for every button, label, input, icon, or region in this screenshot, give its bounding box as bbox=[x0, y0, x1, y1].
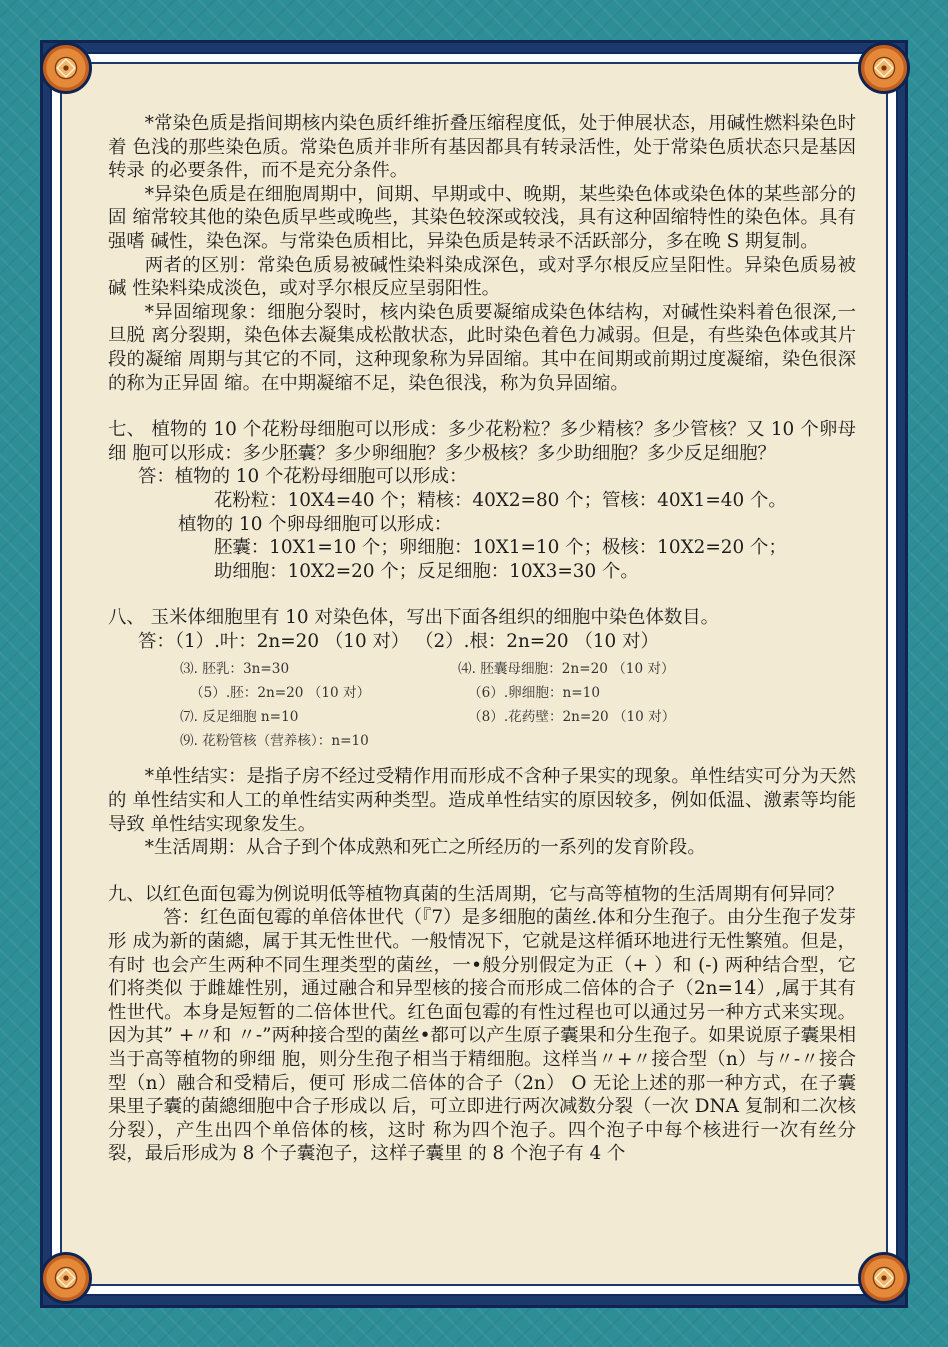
answer-7-egg-line2: 助细胞：10X2=20 个；反足细胞：10X3=30 个。 bbox=[214, 560, 639, 582]
list-item: （5）.胚：2n=20 （10 对） bbox=[190, 685, 371, 702]
corner-ornament-icon bbox=[858, 1252, 910, 1304]
answer-9: 答：红色面包霉的单倍体世代（『7）是多细胞的菌丝.体和分生孢子。由分生孢子发芽形 成为新的菌總，属于其无性世代。一般情况下，它就是这样循环地进行无性繁殖。但是，有时 也会产生两种不同生理类型的菌丝，一•般分别假定为正（+ ）和 (-) 两种结合型，它们将类似 于雌雄性别，通过融合和异型核的接合而形成二倍体的合子（2n=14）,属于其有性世代。本身是短暂的二倍体世代。红色面包霉的有性过程也可以通过另一种方式来实现。因为其” +〃和 〃-”两种接合型的菌丝•都可以产生原子囊果和分生孢子。如果说原子囊果相当于高等植物的卵细 胞，则分生孢子相当于精细胞。这样当〃+〃接合型（n）与〃-〃接合型（n）融合和受精后，便可 形成二倍体的合子（2n） O 无论上述的那一种方式，在子囊果里子囊的菌總细胞中合子形成以 后，可立即进行两次减数分裂（一次 DNA 复制和二次核分裂），产生出四个单倍体的核，这时 称为四个泡子。四个泡子中每个核进行一次有丝分裂，最后形成为 8 个子囊泡子，这样子囊里 的 8 个泡子有 4 个 bbox=[108, 907, 856, 1165]
answer-7-intro: 答：植物的 10 个花粉母细胞可以形成： bbox=[138, 466, 468, 488]
answer-7-egg-line1: 胚囊：10X1=10 个；卵细胞：10X1=10 个；极核：10X2=20 个； bbox=[214, 537, 787, 559]
answer-7-egg-intro: 植物的 10 个卵母细胞可以形成： bbox=[178, 513, 453, 535]
list-item: ⑶. 胚乳：3n=30 bbox=[180, 661, 290, 678]
answer-8-list bbox=[108, 657, 856, 753]
question-7: 七、 植物的 10 个花粉母细胞可以形成：多少花粉粒？多少精核？多少管核？又 10 个卵母细 胞可以形成：多少胚囊？多少卵细胞？多少极核？多少助细胞？多少反足细胞？ bbox=[108, 419, 856, 464]
answer-7-pollen: 花粉粒：10X4=40 个；精核：40X2=80 个；管核：40X1=40 个。 bbox=[214, 489, 787, 511]
paragraph-heterochromatin: *异染色质是在细胞周期中，间期、早期或中、晚期，某些染色体或染色体的某些部分的固 缩常较其他的染色质早些或晚些，其染色较深或较浅，具有这种固缩特性的染色体。具有强嗜 碱性，染色深。与常染色质相比，异染色质是转录不活跃部分，多在晚 S 期复制。 bbox=[108, 183, 856, 252]
list-item: （8）.花药壁：2n=20 （10 对） bbox=[468, 709, 676, 726]
list-item: ⑼. 花粉管核（营养核）：n=10 bbox=[180, 733, 369, 750]
answer-8-line: 答：（1）.叶：2n=20 （10 对） （2）.根：2n=20 （10 对） bbox=[138, 630, 659, 652]
corner-ornament-icon bbox=[858, 42, 910, 94]
paragraph-parthenocarpy: *单性结实：是指子房不经过受精作用而形成不含种子果实的现象。单性结实可分为天然的 单性结实和人工的单性结实两种类型。造成单性结实的原因较多，例如低温、激素等均能导致 单性结实现象发生。 bbox=[108, 766, 856, 835]
document-body bbox=[108, 112, 856, 1166]
corner-ornament-icon bbox=[40, 1252, 92, 1304]
paragraph-life-cycle: *生活周期：从合子到个体成熟和死亡之所经历的一系列的发育阶段。 bbox=[144, 837, 706, 859]
list-item: ⑺. 反足细胞 n=10 bbox=[180, 709, 299, 726]
paragraph-heteropycnosis: *异固缩现象：细胞分裂时，核内染色质要凝缩成染色体结构，对碱性染料着色很深,一旦脱 离分裂期，染色体去凝集成松散状态，此时染色着色力减弱。但是，有些染色体或其片段的凝缩 周期与其它的不同，这种现象称为异固缩。其中在间期或前期过度凝缩，染色很深的称为正异固 缩。在中期凝缩不足，染色很浅，称为负异固缩。 bbox=[108, 301, 856, 394]
question-9: 九、以红色面包霉为例说明低等植物真菌的生活周期，它与高等植物的生活周期有何异同？ bbox=[108, 883, 844, 905]
corner-ornament-icon bbox=[40, 42, 92, 94]
paragraph-euchromatin: *常染色质是指间期核内染色质纤维折叠压缩程度低，处于伸展状态，用碱性燃料染色时着 色浅的那些染色质。常染色质并非所有基因都具有转录活性，处于常染色质状态只是基因转录 的必要条件，而不是充分条件。 bbox=[108, 113, 856, 182]
question-8: 八、 玉米体细胞里有 10 对染色体，写出下面各组织的细胞中染色体数目。 bbox=[108, 607, 720, 629]
list-item: （6）.卵细胞：n=10 bbox=[468, 685, 600, 702]
paragraph-difference: 两者的区别：常染色质易被碱性染料染成深色，或对孚尔根反应呈阳性。异染色质易被碱 性染料染成淡色，或对孚尔根反应呈弱阳性。 bbox=[108, 254, 856, 300]
list-item: ⑷. 胚囊母细胞：2n=20 （10 对） bbox=[458, 661, 675, 678]
